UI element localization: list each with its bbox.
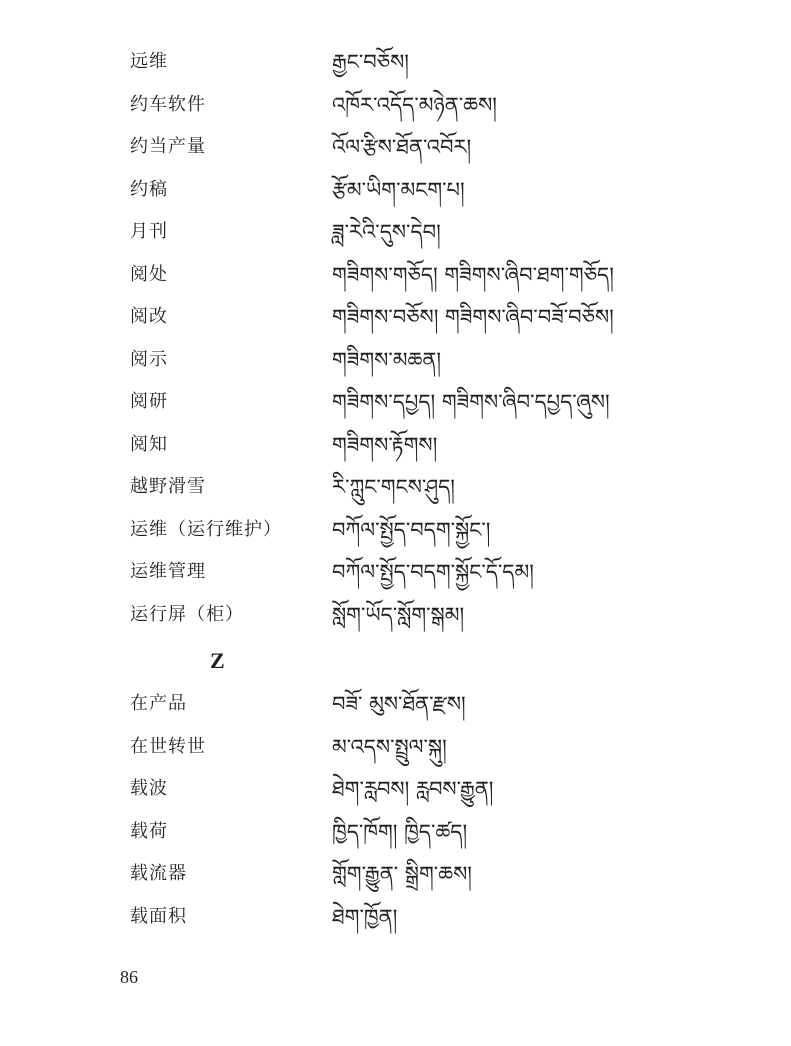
dictionary-entry	[0, 172, 791, 208]
chinese-term: 约车软件	[130, 93, 206, 115]
tibetan-translation: ཟླ་རེའི་དུས་དེབ།	[332, 220, 441, 244]
tibetan-translation: རྩོམ་ཡིག་མངག་པ།	[332, 177, 465, 202]
tibetan-translation: བཟོ་ མུས་ཐོན་རྫས།	[332, 692, 466, 716]
tibetan-translation: རྒྱང་བཅོས།	[332, 50, 409, 74]
dictionary-entry	[0, 214, 791, 250]
tibetan-translation: བཀོལ་སྤྱོད་བདག་སྐྱོང་དོ་དམ།	[332, 560, 534, 584]
dictionary-entry	[0, 299, 791, 335]
dictionary-entry	[0, 512, 791, 548]
chinese-term: 约稿	[130, 178, 168, 200]
chinese-term: 在产品	[130, 693, 187, 714]
dictionary-entry	[0, 686, 791, 722]
dictionary-entry	[0, 384, 791, 420]
dictionary-entry	[0, 597, 791, 633]
dictionary-entry	[0, 899, 791, 935]
dictionary-entry	[0, 129, 791, 165]
section-letter-heading: Z	[210, 648, 225, 673]
chinese-term: 运维（运行维护）	[130, 518, 282, 540]
tibetan-translation: གཟིགས་རྟོགས།	[332, 432, 438, 457]
chinese-term: 月刊	[130, 221, 168, 242]
chinese-term: 远维	[130, 51, 168, 72]
page-number: 86	[120, 967, 138, 987]
chinese-term: 载流器	[130, 863, 187, 884]
tibetan-translation: འཁོར་འདོད་མཉེན་ཆས།	[332, 92, 497, 117]
chinese-term: 阅改	[130, 306, 168, 327]
tibetan-translation: གཟིགས་དཔྱད། གཟིགས་ཞིབ་དཔྱད་ཞུས།	[332, 390, 610, 414]
chinese-term: 载荷	[130, 820, 168, 842]
tibetan-translation: གཟིགས་གཅོད། གཟིགས་ཞིབ་ཐག་གཅོད།	[332, 262, 614, 287]
tibetan-translation: སློག་ཡོད་སློག་སྒམ།	[332, 602, 465, 627]
tibetan-translation: མ་འདས་སྤྲུལ་སྐུ།	[332, 734, 447, 759]
chinese-term: 阅研	[130, 391, 168, 412]
dictionary-entry	[0, 856, 791, 892]
dictionary-entry	[0, 427, 791, 463]
dictionary-entry	[0, 729, 791, 765]
chinese-term: 越野滑雪	[130, 476, 206, 497]
dictionary-entry	[0, 87, 791, 123]
dictionary-entry	[0, 814, 791, 850]
dictionary-entry	[0, 257, 791, 293]
chinese-term: 载波	[130, 778, 168, 799]
chinese-term: 阅知	[130, 433, 168, 455]
chinese-term: 在世转世	[130, 735, 206, 757]
tibetan-translation: ཐེག་ཁྱོན།	[332, 904, 398, 929]
dictionary-entry	[0, 771, 791, 807]
tibetan-translation: ཐེག་རླབས། རླབས་རྒྱུན།	[332, 777, 494, 801]
chinese-term: 阅处	[130, 263, 168, 285]
chinese-term: 载面积	[130, 905, 187, 927]
tibetan-translation: འོལ་རྩིས་ཐོན་འབོར།	[332, 135, 472, 159]
chinese-term: 运行屏（柜）	[130, 603, 244, 625]
chinese-term: 约当产量	[130, 136, 206, 157]
tibetan-translation: གཟིགས་བཅོས། གཟིགས་ཞིབ་བཟོ་བཅོས།	[332, 305, 614, 329]
dictionary-entry	[0, 554, 791, 590]
tibetan-translation: གློག་རྒྱུན་ སྒྲིག་ཆས།	[332, 862, 472, 886]
tibetan-translation: རི་ཀླུང་གངས་ཤུད།	[332, 475, 455, 499]
chinese-term: 阅示	[130, 348, 168, 370]
dictionary-entry	[0, 469, 791, 505]
tibetan-translation: གཟིགས་མཆན།	[332, 347, 442, 372]
chinese-term: 运维管理	[130, 561, 206, 582]
tibetan-translation: བཀོལ་སྤྱོད་བདག་སྐྱོང་།	[332, 517, 491, 542]
dictionary-entry	[0, 44, 791, 80]
dictionary-entry	[0, 342, 791, 378]
tibetan-translation: ཁྱིད་ཁོག། ཁྱིད་ཚད།	[332, 819, 468, 844]
